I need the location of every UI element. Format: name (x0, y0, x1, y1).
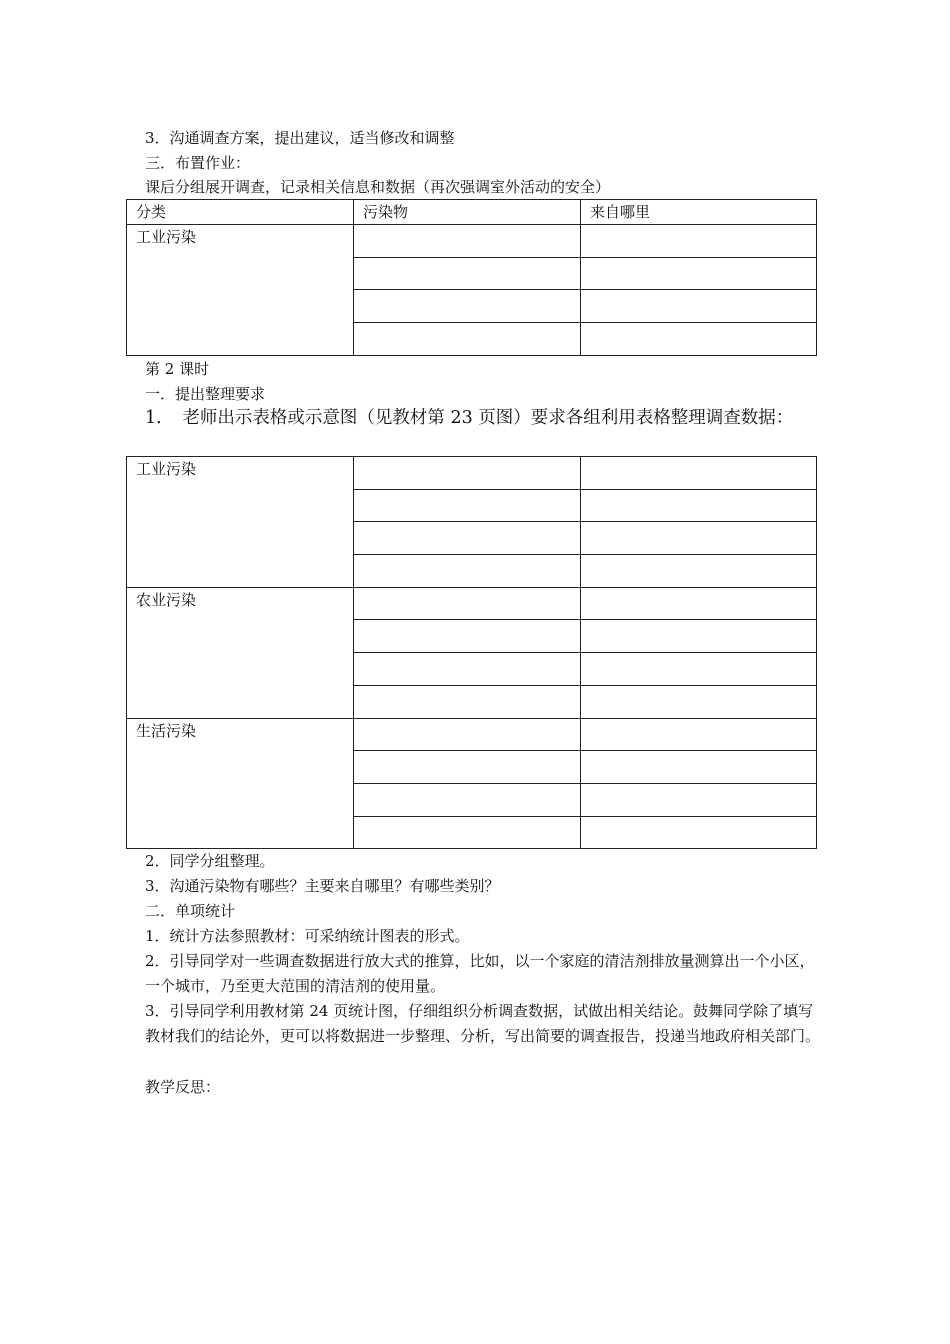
lesson2-item2: 2．同学分组整理。 (145, 852, 275, 870)
pollutant-cell[interactable] (354, 653, 581, 686)
source-cell[interactable] (581, 653, 817, 686)
lesson2-title: 第 2 课时 (145, 360, 210, 378)
source-cell[interactable] (581, 783, 817, 816)
source-cell[interactable] (581, 718, 817, 751)
pollutant-cell[interactable] (354, 323, 581, 356)
lesson2-item1: 1． 老师出示表格或示意图（见教材第 23 页图）要求各组利用表格整理调查数据： (145, 408, 794, 428)
source-cell[interactable] (581, 323, 817, 356)
source-cell[interactable] (581, 489, 817, 522)
pollutant-cell[interactable] (354, 290, 581, 323)
table-row (127, 718, 817, 751)
lesson1-step3: 3．沟通调查方案，提出建议，适当修改和调整 (145, 129, 455, 147)
source-cell[interactable] (581, 555, 817, 588)
category-domestic: 生活污染 (127, 718, 354, 849)
pollutant-cell[interactable] (354, 522, 581, 555)
pollutant-cell[interactable] (354, 620, 581, 653)
source-cell[interactable] (581, 620, 817, 653)
source-cell[interactable] (581, 816, 817, 849)
pollutant-cell[interactable] (354, 816, 581, 849)
header-pollutant: 污染物 (354, 200, 581, 225)
pollutant-cell[interactable] (354, 225, 581, 258)
pollutant-cell[interactable] (354, 685, 581, 718)
table-row (127, 587, 817, 620)
source-cell[interactable] (581, 522, 817, 555)
source-cell[interactable] (581, 225, 817, 258)
category-industrial: 工业污染 (127, 457, 354, 588)
table-row (127, 457, 817, 490)
pollutant-cell[interactable] (354, 751, 581, 784)
section3-title: 三．布置作业： (145, 154, 251, 172)
pollutant-cell[interactable] (354, 489, 581, 522)
section2-title: 二．单项统计 (145, 902, 236, 920)
teaching-reflection: 教学反思： (145, 1078, 221, 1096)
survey-table-1 (126, 199, 817, 356)
header-source: 来自哪里 (581, 200, 817, 225)
pollutant-cell[interactable] (354, 718, 581, 751)
source-cell[interactable] (581, 457, 817, 490)
stat-item1: 1．统计方法参照教材：可采纳统计图表的形式。 (145, 927, 470, 945)
source-cell[interactable] (581, 587, 817, 620)
source-cell[interactable] (581, 751, 817, 784)
survey-table-2 (126, 456, 817, 849)
section1-title: 一．提出整理要求 (145, 385, 266, 403)
source-cell[interactable] (581, 257, 817, 290)
header-category: 分类 (127, 200, 354, 225)
pollutant-cell[interactable] (354, 257, 581, 290)
homework-text: 课后分组展开调查，记录相关信息和数据（再次强调室外活动的安全） (145, 178, 611, 196)
pollutant-cell[interactable] (354, 587, 581, 620)
source-cell[interactable] (581, 290, 817, 323)
lesson2-item3: 3．沟通污染物有哪些？主要来自哪里？有哪些类别？ (145, 877, 500, 895)
category-industrial: 工业污染 (127, 225, 354, 356)
category-agricultural: 农业污染 (127, 587, 354, 718)
pollutant-cell[interactable] (354, 457, 581, 490)
table-row (127, 225, 817, 258)
source-cell[interactable] (581, 685, 817, 718)
pollutant-cell[interactable] (354, 783, 581, 816)
stat-item3: 3．引导同学利用教材第 24 页统计图，仔细组织分析调查数据，试做出相关结论。鼓舞同学除了填写教材我们的结论外，更可以将数据进一步整理、分析，写出简要的调查报告，投递当地政府相关部门。 (145, 1002, 821, 1045)
stat-item2: 2．引导同学对一些调查数据进行放大式的推算，比如，以一个家庭的清洁剂排放量测算出一个小区，一个城市，乃至更大范围的清洁剂的使用量。 (145, 952, 815, 995)
pollutant-cell[interactable] (354, 555, 581, 588)
table-header-row (127, 200, 817, 225)
